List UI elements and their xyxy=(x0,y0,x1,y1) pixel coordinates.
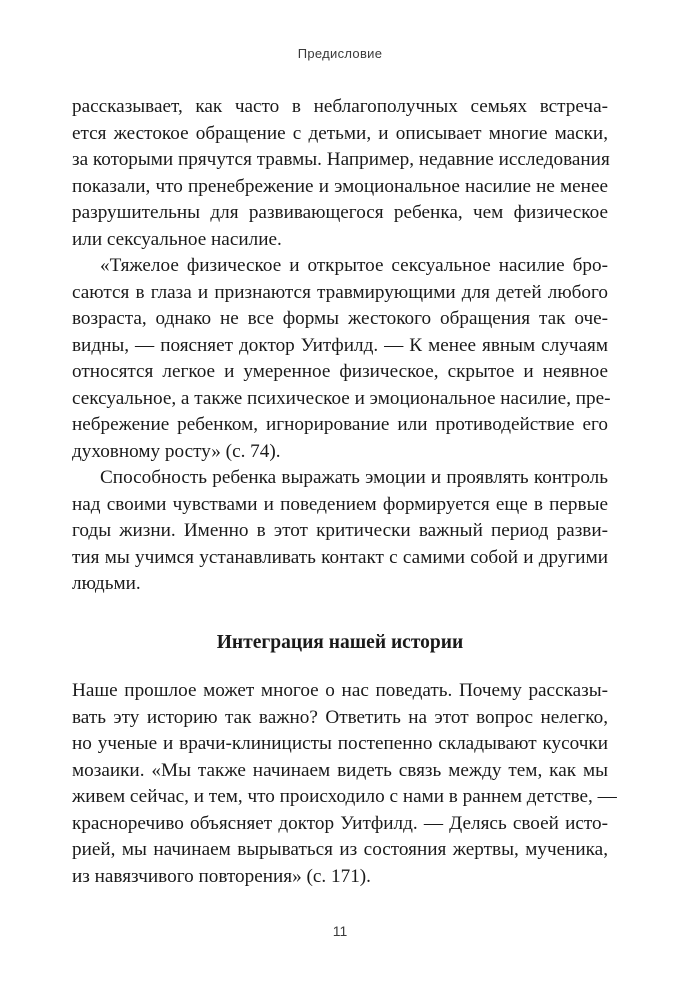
text-line: тия мы учимся устанавливать контакт с самими собой и другими xyxy=(72,546,608,568)
text-line: Способность ребенка выражать эмоции и проявлять контроль xyxy=(100,467,608,488)
text-line: или сексуальное насилие. xyxy=(72,228,282,250)
paragraph xyxy=(72,253,611,465)
text-line: показали, что пренебрежение и эмоциональное насилие не менее xyxy=(72,175,608,197)
text-line: рассказывает, как часто в неблагополучных семьях встреча- xyxy=(72,96,608,117)
text-line: мозаики. «Мы также начинаем видеть связь между тем, как мы xyxy=(72,759,608,781)
text-line: годы жизни. Именно в этот критически важный период разви- xyxy=(72,520,608,541)
page-number: 11 xyxy=(332,923,348,939)
text-line: из навязчивого повторения» (с. 171). xyxy=(72,865,371,887)
text-line: саются в глаза и признаются травмирующими для детей любого xyxy=(72,281,608,303)
section-heading: Интеграция нашей истории xyxy=(216,632,464,653)
text-line: рией, мы начинаем вырываться из состояния жертвы, мученика, xyxy=(72,839,608,860)
text-line: видны, — поясняет доктор Уитфилд. — К менее явным случаям xyxy=(72,334,608,356)
body-text-top xyxy=(72,94,611,598)
text-line: ется жестокое обращение с детьми, и описывает многие маски, xyxy=(72,122,608,144)
text-line: сексуальное, а также психическое и эмоциональное насилие, пре- xyxy=(72,387,611,409)
text-line: возраста, однако не все формы жестокого обращения так оче- xyxy=(72,308,608,329)
text-line: живем сейчас, и тем, что происходило с нами в раннем детстве, — xyxy=(72,786,617,807)
text-line: но ученые и врачи-клиницисты постепенно складывают кусочки xyxy=(72,733,608,754)
text-line: вать эту историю так важно? Ответить на этот вопрос нелегко, xyxy=(72,706,608,728)
text-line: за которыми прячутся травмы. Например, недавние исследования xyxy=(72,149,610,170)
paragraph xyxy=(72,94,608,253)
text-line: разрушительны для развивающегося ребенка, чем физическое xyxy=(72,202,608,223)
text-line: Наше прошлое может многое о нас поведать. Почему рассказы- xyxy=(72,680,608,701)
paragraph xyxy=(72,465,608,598)
running-head: Предисловие xyxy=(297,46,383,61)
text-line: красноречиво объясняет доктор Уитфилд. — Делясь своей исто- xyxy=(72,812,608,834)
text-line: людьми. xyxy=(72,573,141,594)
paragraph xyxy=(72,678,617,890)
text-line: «Тяжелое физическое и открытое сексуальное насилие бро- xyxy=(100,255,608,276)
body-text-bottom xyxy=(72,678,617,890)
text-line: небрежение ребенком, игнорирование или противодействие его xyxy=(72,414,608,435)
text-line: над своими чувствами и поведением формируется еще в первые xyxy=(72,493,608,515)
text-line: духовному росту» (с. 74). xyxy=(72,440,281,462)
text-line: относятся легкое и умеренное физическое, скрытое и неявное xyxy=(72,361,608,382)
